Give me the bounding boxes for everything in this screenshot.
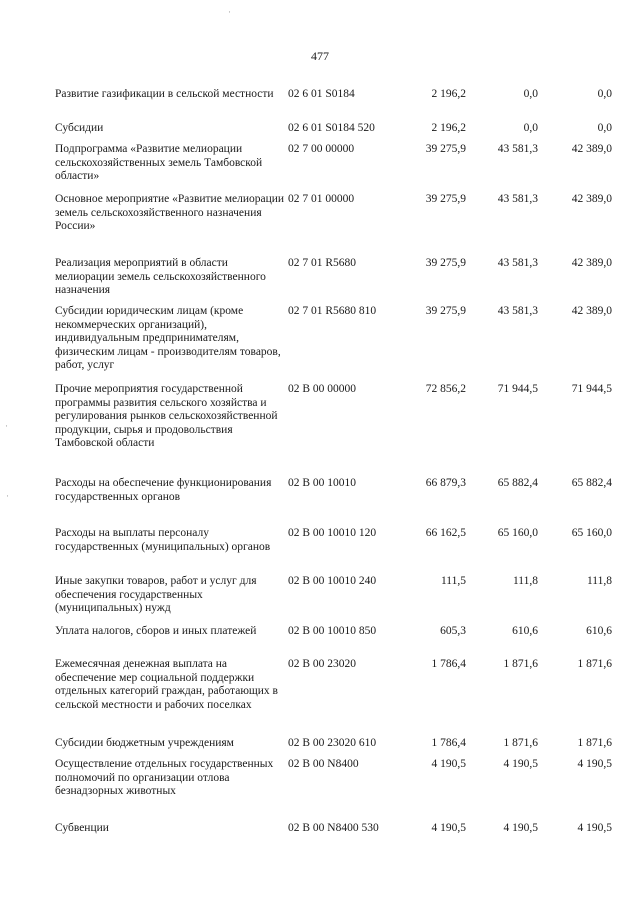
row-code: 02 7 01 R5680 810 xyxy=(288,305,377,317)
row-code: 02 В 00 10010 240 xyxy=(288,575,377,587)
row-value-1: 39 275,9 xyxy=(425,193,466,205)
scan-mark: · xyxy=(228,7,231,17)
row-value-1: 605,3 xyxy=(440,625,466,637)
row-value-1: 66 162,5 xyxy=(425,527,466,539)
row-value-3: 0,0 xyxy=(597,88,612,100)
row-value-1: 72 856,2 xyxy=(425,383,466,395)
row-value-3: 0,0 xyxy=(597,122,612,134)
row-name: Реализация мероприятий в области мелиорации земель сельскохозяйственного назначения xyxy=(55,257,266,296)
row-value-2: 71 944,5 xyxy=(497,383,538,395)
row-value-2: 610,6 xyxy=(512,625,538,637)
row-value-2: 43 581,3 xyxy=(497,305,538,317)
row-name: Подпрограмма «Развитие мелиорации сельскохозяйственных земель Тамбовской области» xyxy=(55,143,263,182)
row-value-1: 66 879,3 xyxy=(425,477,466,489)
scan-mark: · xyxy=(6,491,9,501)
row-name: Расходы на выплаты персоналу государственных (муниципальных) органов xyxy=(55,527,271,553)
row-value-3: 42 389,0 xyxy=(571,305,612,317)
row-value-3: 65 160,0 xyxy=(571,527,612,539)
row-name: Развитие газификации в сельской местности xyxy=(55,88,274,100)
row-value-2: 0,0 xyxy=(523,88,538,100)
row-value-3: 1 871,6 xyxy=(577,737,612,749)
row-value-3: 42 389,0 xyxy=(571,143,612,155)
row-value-1: 4 190,5 xyxy=(431,822,466,834)
row-value-2: 43 581,3 xyxy=(497,193,538,205)
row-value-3: 71 944,5 xyxy=(571,383,612,395)
row-name: Иные закупки товаров, работ и услуг для обеспечения государственных (муниципальных) нужд xyxy=(55,575,257,614)
row-name: Ежемесячная денежная выплата на обеспечение мер социальной поддержки отдельных категорий граждан, работающих в сельской местности и рабочих поселках xyxy=(55,658,278,711)
scan-mark: · xyxy=(5,421,8,431)
row-value-1: 4 190,5 xyxy=(431,758,466,770)
row-code: 02 В 00 10010 120 xyxy=(288,527,377,539)
row-value-3: 65 882,4 xyxy=(571,477,612,489)
row-name: Субвенции xyxy=(55,822,109,834)
row-name: Основное мероприятие «Развитие мелиорации земель сельскохозяйственного назначения России» xyxy=(55,193,285,232)
row-value-2: 1 871,6 xyxy=(503,658,538,670)
row-name: Субсидии xyxy=(55,122,104,134)
row-name: Расходы на обеспечение функционирования государственных органов xyxy=(55,477,272,503)
row-name: Субсидии бюджетным учреждениям xyxy=(55,737,234,749)
row-name: Субсидии юридическим лицам (кроме некоммерческих организаций), индивидуальным предпринимателям, физическим лицам - производителям товаров, работ, услуг xyxy=(55,305,281,371)
row-value-2: 65 882,4 xyxy=(497,477,538,489)
row-value-1: 111,5 xyxy=(440,575,466,587)
row-code: 02 6 01 S0184 xyxy=(288,88,355,100)
row-code: 02 В 00 23020 610 xyxy=(288,737,377,749)
row-code: 02 В 00 N8400 530 xyxy=(288,822,379,834)
row-value-2: 1 871,6 xyxy=(503,737,538,749)
page-number: 477 xyxy=(311,49,329,63)
row-value-2: 43 581,3 xyxy=(497,143,538,155)
row-value-2: 111,8 xyxy=(512,575,538,587)
row-name: Прочие мероприятия государственной программы развития сельского хозяйства и регулирования рынков сельскохозяйственной продукции, сырья и продовольствия Тамбовской области xyxy=(55,383,278,449)
row-value-2: 0,0 xyxy=(523,122,538,134)
row-value-3: 610,6 xyxy=(586,625,612,637)
row-name: Уплата налогов, сборов и иных платежей xyxy=(55,625,257,637)
row-value-1: 2 196,2 xyxy=(431,88,466,100)
row-value-2: 65 160,0 xyxy=(497,527,538,539)
row-value-2: 4 190,5 xyxy=(503,822,538,834)
row-value-2: 4 190,5 xyxy=(503,758,538,770)
row-code: 02 В 00 N8400 xyxy=(288,758,359,770)
row-code: 02 7 01 00000 xyxy=(288,193,355,205)
row-code: 02 7 00 00000 xyxy=(288,143,355,155)
row-value-3: 1 871,6 xyxy=(577,658,612,670)
row-value-1: 1 786,4 xyxy=(431,658,466,670)
row-code: 02 В 00 10010 850 xyxy=(288,625,377,637)
row-code: 02 В 00 00000 xyxy=(288,383,357,395)
row-code: 02 6 01 S0184 520 xyxy=(288,122,375,134)
row-value-3: 4 190,5 xyxy=(577,822,612,834)
row-value-1: 1 786,4 xyxy=(431,737,466,749)
row-code: 02 В 00 10010 xyxy=(288,477,357,489)
row-value-1: 39 275,9 xyxy=(425,305,466,317)
row-value-3: 4 190,5 xyxy=(577,758,612,770)
row-value-1: 39 275,9 xyxy=(425,143,466,155)
row-value-1: 39 275,9 xyxy=(425,257,466,269)
row-name: Осуществление отдельных государственных полномочий по организации отлова безнадзорных животных xyxy=(55,758,274,797)
row-value-3: 42 389,0 xyxy=(571,193,612,205)
row-value-3: 42 389,0 xyxy=(571,257,612,269)
row-code: 02 В 00 23020 xyxy=(288,658,357,670)
row-value-3: 111,8 xyxy=(586,575,612,587)
row-value-1: 2 196,2 xyxy=(431,122,466,134)
row-code: 02 7 01 R5680 xyxy=(288,257,357,269)
row-value-2: 43 581,3 xyxy=(497,257,538,269)
